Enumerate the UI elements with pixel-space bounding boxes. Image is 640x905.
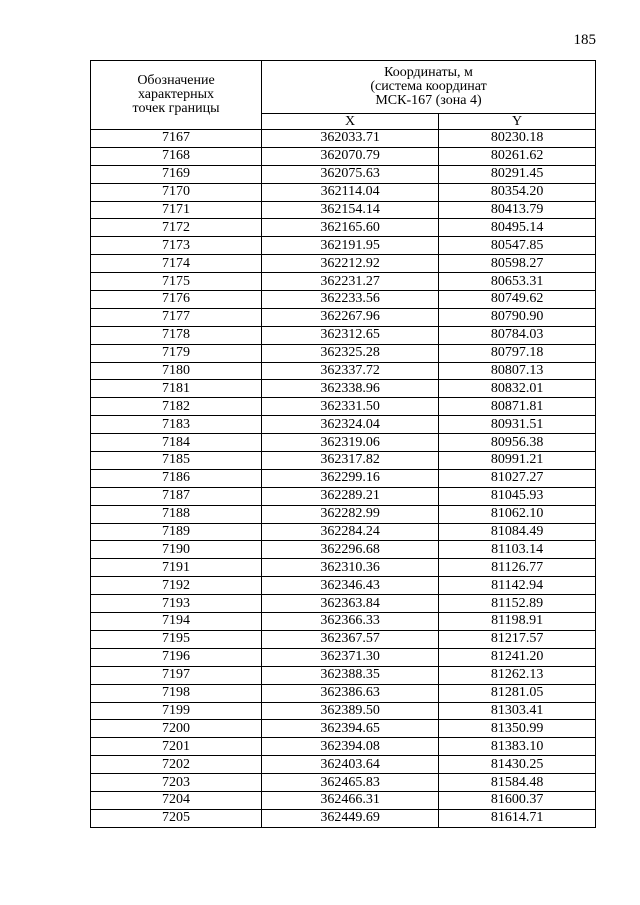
coord-y: 81241.20 (439, 648, 596, 666)
point-id: 7176 (91, 291, 262, 309)
coord-x: 362284.24 (262, 523, 439, 541)
page-number: 185 (573, 32, 596, 48)
header-coords-line: МСК-167 (зона 4) (375, 93, 482, 108)
point-id: 7193 (91, 595, 262, 613)
coord-y: 80931.51 (439, 416, 596, 434)
point-id: 7198 (91, 684, 262, 702)
coord-y: 80261.62 (439, 147, 596, 165)
point-id: 7178 (91, 326, 262, 344)
coord-y: 81217.57 (439, 630, 596, 648)
table-row (91, 666, 596, 684)
coord-y: 81084.49 (439, 523, 596, 541)
table-row (91, 487, 596, 505)
coord-x: 362367.57 (262, 630, 439, 648)
point-id: 7175 (91, 273, 262, 291)
point-id: 7192 (91, 577, 262, 595)
coord-y: 80230.18 (439, 130, 596, 148)
table-row (91, 273, 596, 291)
coord-y: 80354.20 (439, 183, 596, 201)
header-coords-line: (система координат (370, 79, 487, 94)
table-row (91, 362, 596, 380)
table-row (91, 595, 596, 613)
coord-y: 81103.14 (439, 541, 596, 559)
coord-x: 362465.83 (262, 774, 439, 792)
point-id: 7194 (91, 613, 262, 631)
coord-y: 80784.03 (439, 326, 596, 344)
table-row (91, 326, 596, 344)
point-id: 7180 (91, 362, 262, 380)
coord-x: 362282.99 (262, 505, 439, 523)
coord-y: 80653.31 (439, 273, 596, 291)
point-id: 7196 (91, 648, 262, 666)
coord-x: 362310.36 (262, 559, 439, 577)
point-id: 7182 (91, 398, 262, 416)
coord-y: 80871.81 (439, 398, 596, 416)
coord-x: 362386.63 (262, 684, 439, 702)
point-id: 7188 (91, 505, 262, 523)
coord-x: 362070.79 (262, 147, 439, 165)
table-row (91, 434, 596, 452)
coord-x: 362165.60 (262, 219, 439, 237)
point-id: 7195 (91, 630, 262, 648)
coord-y: 80495.14 (439, 219, 596, 237)
coord-x: 362212.92 (262, 255, 439, 273)
coord-y: 80291.45 (439, 165, 596, 183)
coord-y: 81152.89 (439, 595, 596, 613)
coord-y: 81303.41 (439, 702, 596, 720)
point-id: 7190 (91, 541, 262, 559)
coord-x: 362267.96 (262, 308, 439, 326)
table-row (91, 380, 596, 398)
point-id: 7173 (91, 237, 262, 255)
table-row (91, 291, 596, 309)
coord-y: 81350.99 (439, 720, 596, 738)
header-point-designation (91, 61, 262, 130)
point-id: 7202 (91, 756, 262, 774)
coord-y: 80790.90 (439, 308, 596, 326)
header-coords-line: Координаты, м (384, 65, 473, 80)
point-id: 7172 (91, 219, 262, 237)
table-header-row (91, 61, 596, 114)
table-row (91, 702, 596, 720)
table-row (91, 756, 596, 774)
coord-y: 80413.79 (439, 201, 596, 219)
point-id: 7205 (91, 809, 262, 827)
coord-y: 81142.94 (439, 577, 596, 595)
coord-y: 81383.10 (439, 738, 596, 756)
point-id: 7179 (91, 344, 262, 362)
table-body (91, 130, 596, 828)
header-point-line: характерных (137, 87, 215, 102)
point-id: 7201 (91, 738, 262, 756)
coord-x: 362312.65 (262, 326, 439, 344)
coord-y: 80832.01 (439, 380, 596, 398)
coord-y: 81126.77 (439, 559, 596, 577)
coord-y: 80991.21 (439, 452, 596, 470)
point-id: 7169 (91, 165, 262, 183)
point-id: 7184 (91, 434, 262, 452)
coord-x: 362331.50 (262, 398, 439, 416)
coord-y: 80807.13 (439, 362, 596, 380)
point-id: 7185 (91, 452, 262, 470)
table-row (91, 183, 596, 201)
point-id: 7191 (91, 559, 262, 577)
coordinates-table (90, 60, 596, 828)
table-row (91, 165, 596, 183)
table-row (91, 738, 596, 756)
point-id: 7204 (91, 791, 262, 809)
header-y: Y (439, 114, 596, 130)
header-point-line: Обозначение (137, 73, 215, 88)
table-row (91, 237, 596, 255)
coord-x: 362319.06 (262, 434, 439, 452)
coord-y: 81600.37 (439, 791, 596, 809)
coord-y: 80797.18 (439, 344, 596, 362)
coord-y: 81614.71 (439, 809, 596, 827)
header-x: X (262, 114, 439, 130)
table-row (91, 774, 596, 792)
coord-y: 81045.93 (439, 487, 596, 505)
coord-x: 362191.95 (262, 237, 439, 255)
coord-y: 81262.13 (439, 666, 596, 684)
coord-x: 362371.30 (262, 648, 439, 666)
table-row (91, 416, 596, 434)
coord-y: 81027.27 (439, 469, 596, 487)
point-id: 7199 (91, 702, 262, 720)
table-row (91, 147, 596, 165)
point-id: 7203 (91, 774, 262, 792)
point-id: 7181 (91, 380, 262, 398)
table-row (91, 791, 596, 809)
point-id: 7171 (91, 201, 262, 219)
coord-y: 80749.62 (439, 291, 596, 309)
coord-x: 362449.69 (262, 809, 439, 827)
coord-x: 362466.31 (262, 791, 439, 809)
coord-x: 362289.21 (262, 487, 439, 505)
coord-x: 362324.04 (262, 416, 439, 434)
table-row (91, 720, 596, 738)
header-point-line: точек границы (132, 101, 220, 116)
table-row (91, 684, 596, 702)
table-row (91, 201, 596, 219)
coord-x: 362033.71 (262, 130, 439, 148)
coord-x: 362075.63 (262, 165, 439, 183)
table-row (91, 630, 596, 648)
table-row (91, 505, 596, 523)
table-row (91, 523, 596, 541)
coord-x: 362114.04 (262, 183, 439, 201)
point-id: 7170 (91, 183, 262, 201)
coord-x: 362338.96 (262, 380, 439, 398)
coord-y: 80956.38 (439, 434, 596, 452)
point-id: 7174 (91, 255, 262, 273)
table-row (91, 469, 596, 487)
coord-y: 81430.25 (439, 756, 596, 774)
coord-x: 362233.56 (262, 291, 439, 309)
coord-x: 362394.08 (262, 738, 439, 756)
coord-x: 362363.84 (262, 595, 439, 613)
coord-y: 80547.85 (439, 237, 596, 255)
coord-x: 362296.68 (262, 541, 439, 559)
point-id: 7197 (91, 666, 262, 684)
table-row (91, 398, 596, 416)
coord-x: 362394.65 (262, 720, 439, 738)
point-id: 7183 (91, 416, 262, 434)
point-id: 7200 (91, 720, 262, 738)
coord-y: 80598.27 (439, 255, 596, 273)
header-coordinates (262, 61, 596, 114)
coord-y: 81062.10 (439, 505, 596, 523)
table-row (91, 452, 596, 470)
coord-x: 362403.64 (262, 756, 439, 774)
coord-y: 81281.05 (439, 684, 596, 702)
point-id: 7177 (91, 308, 262, 326)
coord-x: 362337.72 (262, 362, 439, 380)
coord-x: 362317.82 (262, 452, 439, 470)
point-id: 7186 (91, 469, 262, 487)
point-id: 7168 (91, 147, 262, 165)
point-id: 7187 (91, 487, 262, 505)
coord-x: 362154.14 (262, 201, 439, 219)
table-row (91, 613, 596, 631)
table-row (91, 255, 596, 273)
table-row (91, 219, 596, 237)
table-row (91, 344, 596, 362)
coord-x: 362388.35 (262, 666, 439, 684)
table-row (91, 648, 596, 666)
coord-y: 81584.48 (439, 774, 596, 792)
coord-x: 362346.43 (262, 577, 439, 595)
table-row (91, 809, 596, 827)
point-id: 7189 (91, 523, 262, 541)
table-row (91, 308, 596, 326)
table-row (91, 559, 596, 577)
table-row (91, 130, 596, 148)
coord-y: 81198.91 (439, 613, 596, 631)
coord-x: 362299.16 (262, 469, 439, 487)
coord-x: 362231.27 (262, 273, 439, 291)
point-id: 7167 (91, 130, 262, 148)
coord-x: 362366.33 (262, 613, 439, 631)
coord-x: 362389.50 (262, 702, 439, 720)
coord-x: 362325.28 (262, 344, 439, 362)
table-row (91, 541, 596, 559)
table-row (91, 577, 596, 595)
